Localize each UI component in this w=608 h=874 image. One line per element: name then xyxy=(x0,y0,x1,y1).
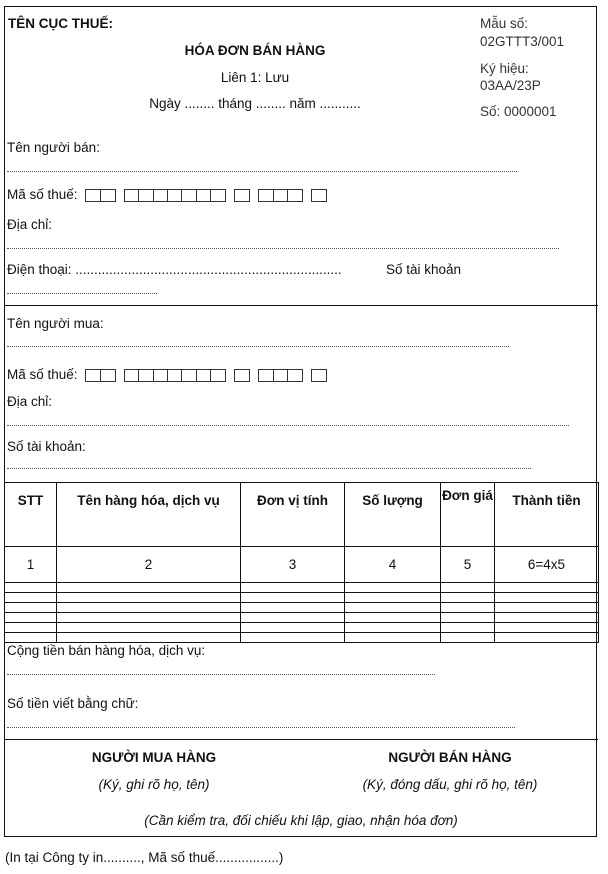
seller-address-field[interactable] xyxy=(7,248,559,249)
seller-address-label: Địa chỉ: xyxy=(7,217,53,232)
tax-box-group xyxy=(311,189,327,202)
tax-box-group xyxy=(124,189,226,202)
table-row[interactable] xyxy=(5,583,599,593)
buyer-tax-code-boxes[interactable] xyxy=(85,369,327,382)
symbol-label: Ký hiệu: xyxy=(480,61,529,76)
buyer-account-field[interactable] xyxy=(7,468,531,469)
seller-name-field[interactable] xyxy=(7,171,517,172)
invoice-frame xyxy=(4,6,597,837)
column-number-row xyxy=(5,547,599,583)
tax-department-label: TÊN CỤC THUẾ: xyxy=(8,16,113,31)
table-header-row xyxy=(5,483,599,547)
invoice-title: HÓA ĐƠN BÁN HÀNG xyxy=(184,43,326,58)
col-header-item-name: Tên hàng hóa, dịch vụ xyxy=(57,483,241,547)
tax-box-group xyxy=(234,189,250,202)
check-note: (Cần kiểm tra, đối chiếu khi lập, giao, nhận hóa đơn) xyxy=(144,813,458,828)
subtotal-label: Cộng tiền bán hàng hóa, dịch vụ: xyxy=(7,643,206,658)
seller-account-field[interactable] xyxy=(7,293,157,294)
col-header-amount: Thành tiền xyxy=(495,483,599,547)
tax-box-group xyxy=(234,369,250,382)
table-cell: 3 xyxy=(241,547,345,583)
buyer-signature-title: NGƯỜI MUA HÀNG xyxy=(91,750,217,765)
col-header-unit: Đơn vị tính xyxy=(241,483,345,547)
table-cell: 4 xyxy=(345,547,441,583)
tax-box-group xyxy=(85,369,115,382)
buyer-address-label: Địa chỉ: xyxy=(7,394,53,409)
table-cell: 1 xyxy=(5,547,57,583)
buyer-name-label: Tên người mua: xyxy=(7,316,104,331)
seller-signature-title: NGƯỜI BÁN HÀNG xyxy=(388,750,512,765)
col-header-quantity: Số lượng xyxy=(345,483,441,547)
tax-box-group xyxy=(124,369,226,382)
items-table xyxy=(4,482,599,643)
subtotal-field[interactable] xyxy=(7,674,435,675)
buyer-name-field[interactable] xyxy=(7,346,509,347)
table-row[interactable] xyxy=(5,593,599,603)
table-cell: 2 xyxy=(57,547,241,583)
amount-in-words-field[interactable] xyxy=(7,727,515,728)
tax-box-group xyxy=(85,189,115,202)
col-header-stt: STT xyxy=(5,483,57,547)
form-no-value: 02GTTT3/001 xyxy=(480,34,565,49)
amount-in-words-label: Số tiền viết bằng chữ: xyxy=(7,696,139,711)
seller-phone-label[interactable]: Điện thoại: ....................................................................... xyxy=(7,262,342,277)
tax-box-group xyxy=(258,189,303,202)
table-row[interactable] xyxy=(5,613,599,623)
col-header-unit-price: Đơn giá xyxy=(441,483,495,547)
invoice-number: Số: 0000001 xyxy=(480,104,557,119)
tax-box-group xyxy=(311,369,327,382)
seller-tax-code-boxes[interactable] xyxy=(85,189,327,202)
printer-note: (In tại Công ty in.........., Mã số thuế.................) xyxy=(5,850,284,865)
buyer-account-label: Số tài khoản: xyxy=(7,439,86,454)
form-no-label: Mẫu số: xyxy=(480,16,529,31)
date-line: Ngày ........ tháng ........ năm ........... xyxy=(149,96,361,111)
table-cell: 6=4x5 xyxy=(495,547,599,583)
seller-signature-note: (Ký, đóng dấu, ghi rõ họ, tên) xyxy=(362,777,538,792)
buyer-tax-code-label: Mã số thuế: xyxy=(7,367,78,382)
seller-tax-code-row xyxy=(7,187,327,202)
section-divider xyxy=(4,305,598,306)
seller-account-label: Số tài khoản xyxy=(386,262,462,277)
seller-name-label: Tên người bán: xyxy=(7,140,100,155)
tax-box-group xyxy=(258,369,303,382)
table-row[interactable] xyxy=(5,623,599,633)
symbol-value: 03AA/23P xyxy=(480,78,541,93)
buyer-tax-code-row xyxy=(7,367,327,382)
table-cell: 5 xyxy=(441,547,495,583)
buyer-signature-note: (Ký, ghi rõ họ, tên) xyxy=(98,777,210,792)
seller-tax-code-label: Mã số thuế: xyxy=(7,187,78,202)
buyer-address-field[interactable] xyxy=(7,425,569,426)
copy-label: Liên 1: Lưu xyxy=(220,70,290,85)
table-row[interactable] xyxy=(5,603,599,613)
section-divider xyxy=(4,739,598,740)
table-row[interactable] xyxy=(5,633,599,643)
